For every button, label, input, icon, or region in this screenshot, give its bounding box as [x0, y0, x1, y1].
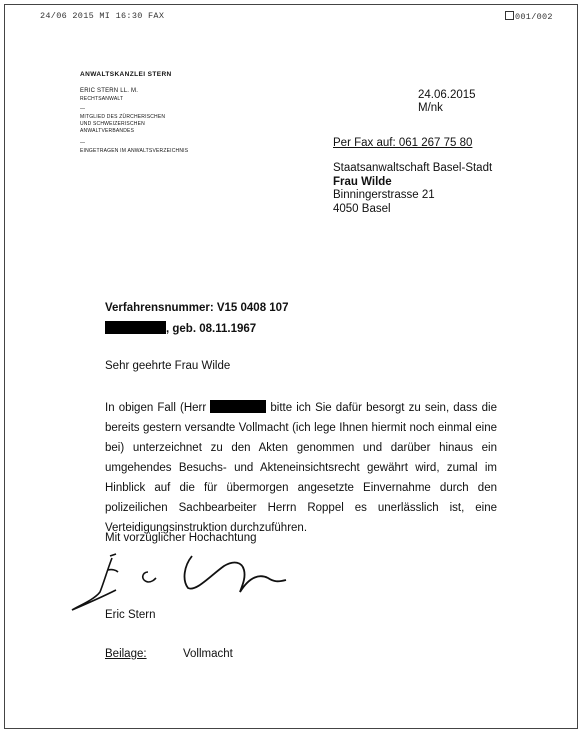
closing-phrase: Mit vorzüglicher Hochachtung — [105, 532, 257, 544]
recipient-org: Staatsanwaltschaft Basel-Stadt — [333, 162, 493, 174]
enclosure-line — [105, 648, 233, 660]
date-block — [418, 89, 476, 115]
membership-line-1: MITGLIED DES ZÜRCHERISCHEN — [80, 114, 166, 120]
letterhead-divider: — — [80, 106, 86, 112]
firm-name: ANWALTSKANZLEI STERN — [80, 71, 172, 78]
page-frame — [4, 4, 578, 729]
fax-checkbox-icon — [505, 11, 514, 20]
salutation: Sehr geehrte Frau Wilde — [105, 360, 231, 372]
fax-number-line: Per Fax auf: 061 267 75 80 — [333, 137, 473, 149]
fax-page-count: 001/002 — [515, 12, 553, 22]
body-part-2: bitte ich Sie dafür besorgt zu sein, dass die bereits gestern versandte Vollmacht (ich lege Ihnen hiermit noch einmal eine bei) unterzeichnet zu den Akten genommen und darüber hinaus ein umgehendes Besuchs- und Akteneinsichtsrecht gewährt wird, zumal im Hinblick auf die für übermorgen angesetzte Einvernahme durch den polizeilichen Sachbearbeiter Herrn Roppel es unerlässlich ist, eine Verteidigungsinstruktion durchzuführen. — [105, 402, 497, 534]
enclosure-label: Beilage: — [105, 648, 147, 660]
recipient-person: Frau Wilde — [333, 175, 392, 188]
letter-body — [105, 398, 497, 538]
letter-date: 24.06.2015 — [418, 89, 476, 101]
enclosure-value: Vollmacht — [183, 648, 233, 660]
fax-header-right — [505, 11, 553, 22]
lawyer-role: RECHTSANWALT — [80, 96, 124, 102]
signer-name: Eric Stern — [105, 609, 156, 621]
membership-line-2: UND SCHWEIZERISCHEN — [80, 121, 145, 127]
recipient-address — [333, 162, 492, 216]
client-birthdate: , geb. 08.11.1967 — [166, 323, 257, 335]
case-number: Verfahrensnummer: V15 0408 107 — [105, 302, 289, 314]
redaction-bar — [210, 400, 266, 413]
letterhead-divider: — — [80, 140, 86, 146]
body-part-1: In obigen Fall (Herr — [105, 402, 211, 414]
fax-header-left: 24/06 2015 MI 16:30 FAX — [40, 11, 165, 21]
membership-line-3: ANWALTVERBANDES — [80, 128, 135, 134]
registry-text: EINGETRAGEN IM ANWALTSVERZEICHNIS — [80, 148, 189, 154]
recipient-city: 4050 Basel — [333, 202, 391, 215]
recipient-street: Binningerstrasse 21 — [333, 189, 435, 201]
letter-reference: M/nk — [418, 102, 443, 114]
lawyer-name: ERIC STERN LL. M. — [80, 88, 139, 94]
client-line — [105, 321, 256, 335]
membership-text — [80, 114, 165, 135]
redaction-bar — [105, 321, 166, 334]
signature-graphic — [64, 548, 304, 618]
